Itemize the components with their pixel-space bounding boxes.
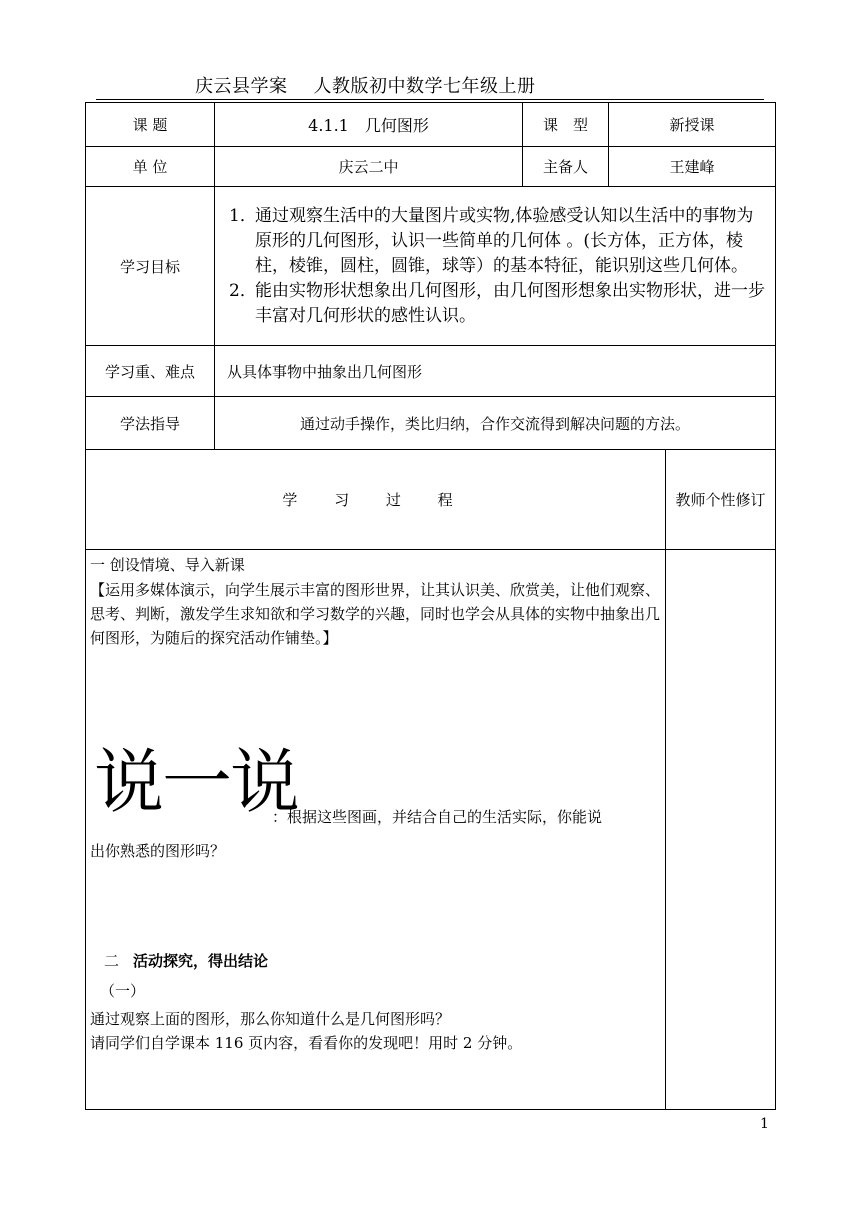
section2-title: 二 活动探究，得出结论: [104, 952, 269, 970]
say-prompt: ：根据这些图画，并结合自己的生活实际，你能说: [272, 808, 603, 826]
section1-title: 一 创设情境、导入新课: [90, 556, 245, 574]
unit-value: 庆云二中: [215, 147, 523, 187]
content-line-1: 通过观察上面的图形，那么你知道什么是几何图形吗？: [90, 1010, 451, 1028]
lesson-plan-table: [85, 102, 776, 1110]
goal-item: 2． 能由实物形状想象出几何图形，由几何图形想象出实物形状，进一步丰富对几何形状的感性认识。: [229, 280, 765, 326]
subsection-1: （一）: [100, 982, 146, 1000]
goals-label: 学习目标: [86, 187, 215, 346]
page-number: 1: [760, 1116, 769, 1132]
goals-cell: [215, 187, 776, 346]
type-label: 课 型: [523, 103, 609, 147]
row-topic: [86, 103, 776, 147]
teacher-note-column: [666, 550, 776, 1110]
topic-label: 课 题: [86, 103, 215, 147]
goals-list: [215, 200, 775, 333]
goal-item: 1． 通过观察生活中的大量图片或实物,体验感受认知以生活中的事物为原形的几何图形，认识一些简单的几何体 。(长方体，正方体，棱柱，棱锥，圆柱，圆锥，球等）的基本特征，能识别这些几何体。: [229, 205, 754, 276]
preparer-label: 主备人: [523, 147, 609, 187]
header-school: 庆云县学案: [195, 76, 288, 97]
method-value: 通过动手操作，类比归纳，合作交流得到解决问题的方法。: [215, 397, 776, 450]
row-keypoints: [86, 346, 776, 397]
topic-value: 4.1.1 几何图形: [215, 103, 523, 147]
header-rule: [96, 99, 764, 100]
say-heading: 说一说: [94, 741, 298, 823]
teacher-note-header: 教师个性修订: [666, 450, 776, 550]
header-book: 人教版初中数学七年级上册: [313, 76, 536, 97]
page-header: [195, 72, 536, 98]
unit-label: 单 位: [86, 147, 215, 187]
method-label: 学法指导: [86, 397, 215, 450]
row-process-content: [86, 550, 776, 1110]
say-prompt-cont: 出你熟悉的图形吗？: [90, 842, 226, 860]
row-goals: [86, 187, 776, 346]
process-content: [86, 550, 666, 1110]
preparer-value: 王建峰: [609, 147, 776, 187]
process-title: 学 习 过 程: [86, 450, 666, 550]
content-line-2: 请同学们自学课本 116 页内容，看看你的发现吧！用时 2 分钟。: [90, 1034, 523, 1052]
section1-paragraph: 【运用多媒体演示，向学生展示丰富的图形世界，让其认识美、欣赏美，让他们观察、思考、判断，激发学生求知欲和学习数学的兴趣，同时也学会从具体的实物中抽象出几何图形，为随后的探究活动作铺垫。】: [90, 581, 661, 647]
row-unit: [86, 147, 776, 187]
keypoints-label: 学习重、难点: [86, 346, 215, 397]
row-method: [86, 397, 776, 450]
row-process-head: [86, 450, 776, 550]
type-value: 新授课: [609, 103, 776, 147]
keypoints-value: 从具体事物中抽象出几何图形: [215, 346, 776, 397]
